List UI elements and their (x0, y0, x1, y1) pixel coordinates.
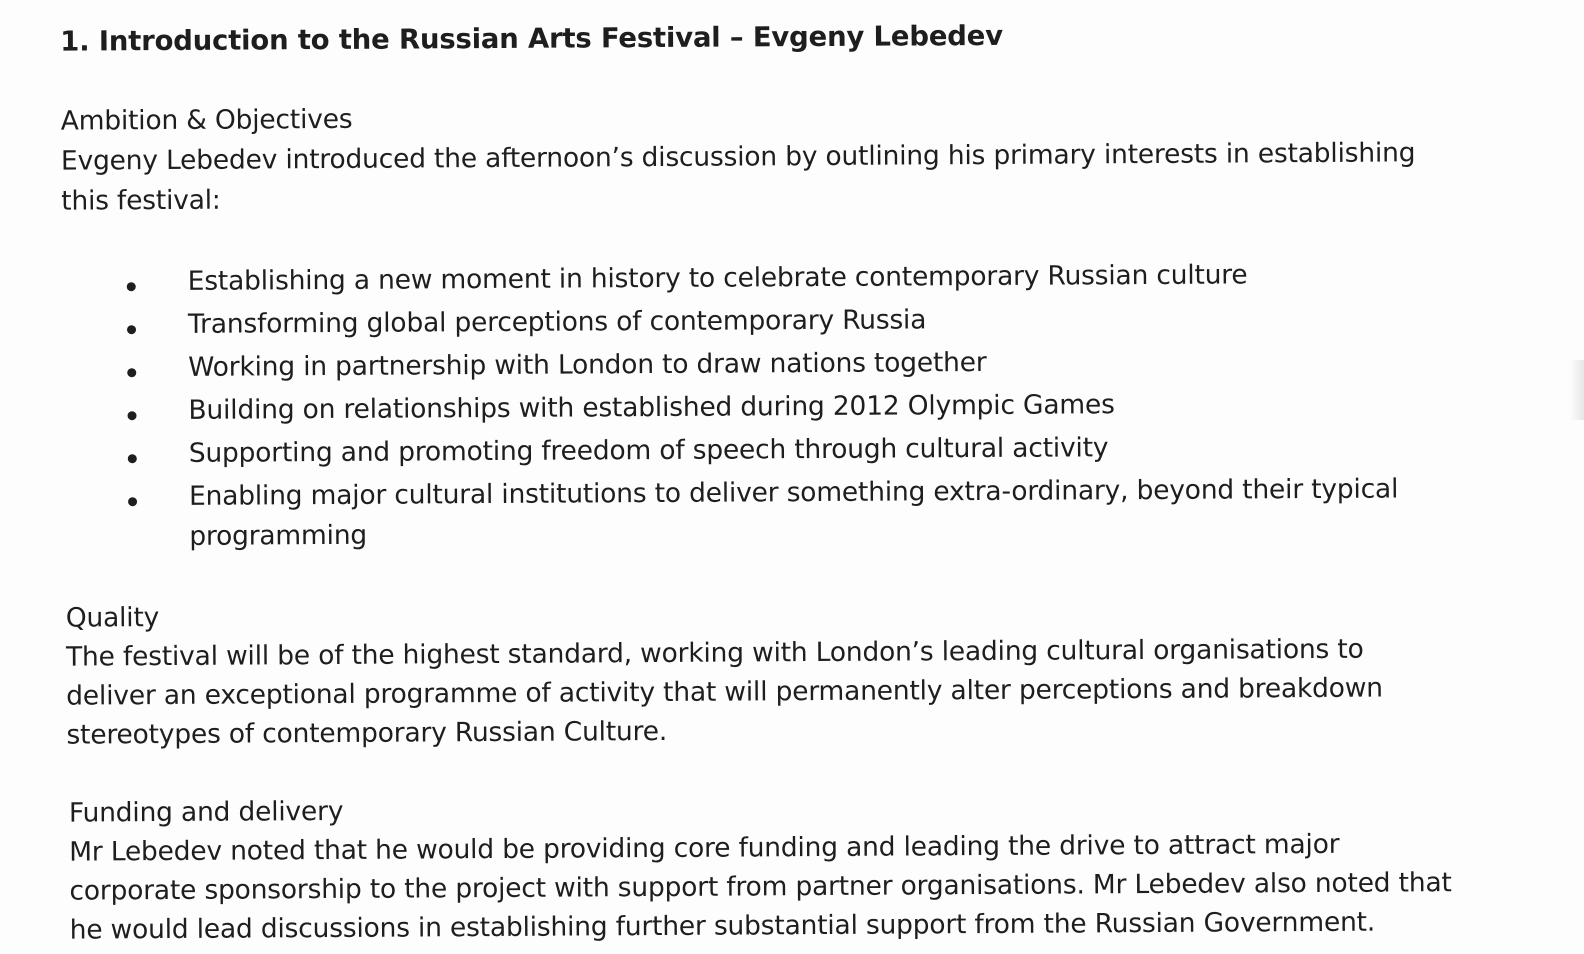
bullet-icon (128, 454, 137, 463)
section-title: 1. Introduction to the Russian Arts Festival – Evgeny Lebedev (60, 19, 1003, 58)
bullet-icon (127, 368, 136, 377)
list-item: Building on relationships with established during 2012 Olympic Games (188, 389, 1115, 426)
list-item: Working in partnership with London to draw nations together (188, 346, 987, 383)
paragraph-line: this festival: (61, 184, 221, 217)
list-item: Transforming global perceptions of contemporary Russia (187, 304, 927, 340)
list-item-continuation: programming (189, 519, 368, 552)
paragraph-line: he would lead discussions in establishing further substantial support from the Russian Government. (69, 906, 1376, 946)
heading-funding: Funding and delivery (68, 795, 344, 829)
paragraph-line: Mr Lebedev noted that he would be providing core funding and leading the drive to attract major (69, 828, 1340, 868)
paragraph-line: stereotypes of contemporary Russian Culture. (66, 715, 668, 751)
bullet-icon (128, 411, 137, 420)
heading-ambition: Ambition & Objectives (60, 103, 353, 137)
bullet-icon (128, 497, 137, 506)
paragraph-line: The festival will be of the highest standard, working with London’s leading cultural organisations to (65, 633, 1364, 673)
heading-quality: Quality (65, 602, 160, 634)
list-item: Enabling major cultural institutions to deliver something extra-ordinary, beyond their typical (188, 473, 1399, 512)
bullet-icon (127, 282, 136, 291)
scan-edge-shadow (1570, 360, 1584, 420)
bullet-icon (127, 325, 136, 334)
list-item: Establishing a new moment in history to celebrate contemporary Russian culture (187, 259, 1248, 297)
paragraph-line: deliver an exceptional programme of activity that will permanently alter perceptions and breakdown (66, 672, 1383, 712)
paragraph-line: corporate sponsorship to the project with support from partner organisations. Mr Lebedev also noted that (69, 867, 1452, 907)
paragraph-line: Evgeny Lebedev introduced the afternoon’s discussion by outlining his primary interests in establishing (60, 137, 1416, 177)
list-item: Supporting and promoting freedom of speech through cultural activity (188, 432, 1109, 469)
